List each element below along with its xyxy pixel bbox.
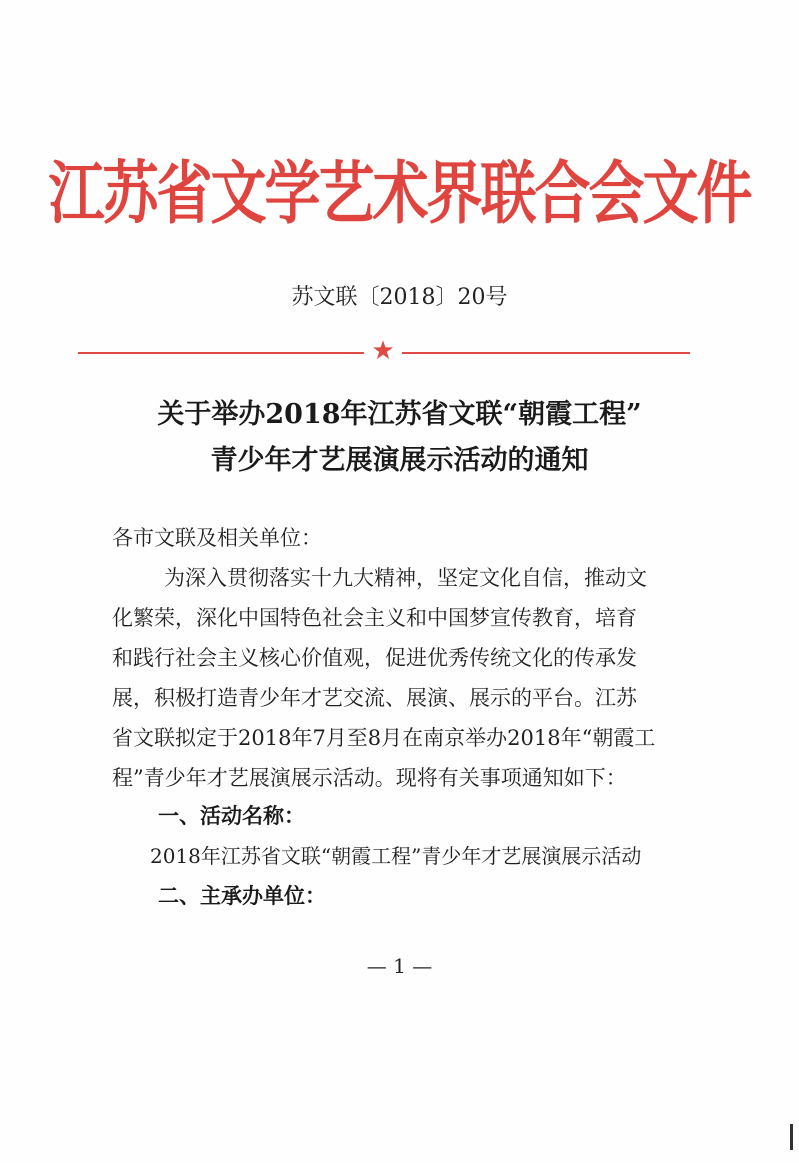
star-icon: ★ <box>371 336 395 366</box>
section-1-content: 2018年江苏省文联“朝霞工程”青少年才艺展演展示活动 <box>150 844 642 868</box>
paragraph-line: 和践行社会主义核心价值观，促进优秀传统文化的传承发 <box>112 646 637 670</box>
page-number: — 1 — <box>366 954 433 978</box>
paragraph-line: 省文联拟定于2018年7月至8月在南京举办2018年“朝霞工 <box>112 726 656 750</box>
paragraph-line: 程”青少年才艺展演展示活动。现将有关事项通知如下： <box>112 766 627 790</box>
paragraph-line: 化繁荣，深化中国特色社会主义和中国梦宣传教育，培育 <box>112 606 637 630</box>
section-1-heading: 一、活动名称： <box>158 803 305 828</box>
divider-line-right <box>402 352 690 354</box>
document-masthead: 江苏省文学艺术界联合会文件 <box>48 153 751 234</box>
section-2-heading: 二、主承办单位： <box>158 883 326 908</box>
intro-paragraph <box>112 562 722 802</box>
salutation: 各市文联及相关单位： <box>112 526 322 550</box>
notice-title-line-2: 青少年才艺展演展示活动的通知 <box>210 445 589 476</box>
divider-line-left <box>78 352 364 354</box>
notice-title-line-1: 关于举办2018年江苏省文联“朝霞工程” <box>157 399 642 430</box>
paragraph-line: 为深入贯彻落实十九大精神，坚定文化自信，推动文 <box>164 566 647 590</box>
scan-edge-mark <box>790 1124 793 1150</box>
document-number: 苏文联〔2018〕20号 <box>291 285 508 310</box>
paragraph-line: 展，积极打造青少年才艺交流、展演、展示的平台。江苏 <box>112 686 637 710</box>
